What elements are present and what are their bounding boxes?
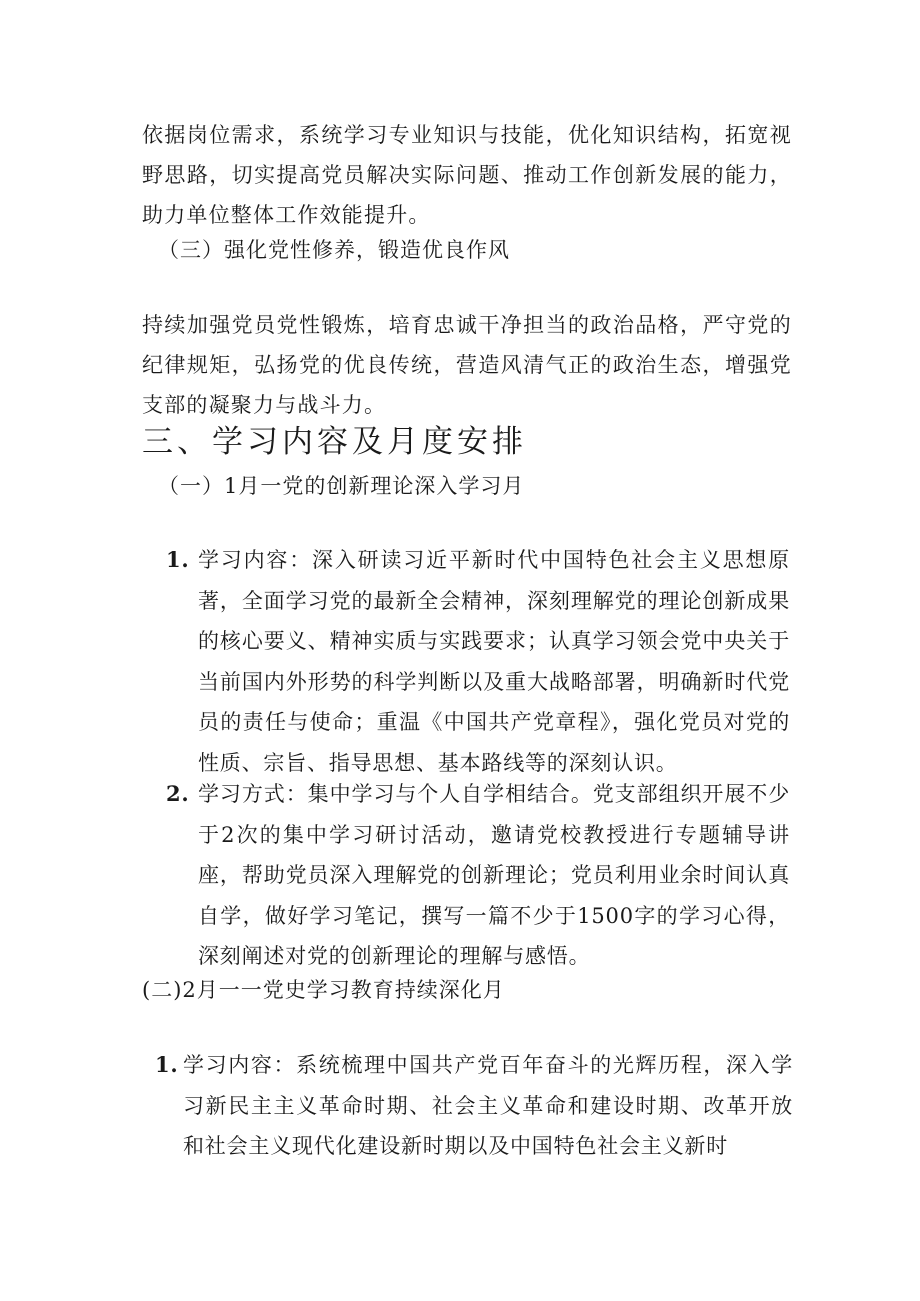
list-item [166,540,790,783]
list-item-number: 1. [155,1052,179,1077]
list-item-text: 学习内容：深入研读习近平新时代中国特色社会主义思想原著，全面学习党的最新全会精神，深刻理解党的理论创新成果的核心要义、精神实质与实践要求；认真学习领会党中央关于当前国内外形势的科学判断以及重大战略部署，明确新时代党员的责任与使命；重温《中国共产党章程》，强化党员对党的性质、宗旨、指导思想、基本路线等的深刻认识。 [198,548,790,775]
section-heading: 三、学习内容及月度安排 [142,424,527,460]
list-item-number: 2. [166,781,190,806]
list-item-text: 学习方式：集中学习与个人自学相结合。党支部组织开展不少于2次的集中学习研讨活动，邀请党校教授进行专题辅导讲座，帮助党员深入理解党的创新理论；党员利用业余时间认真自学，做好学习笔记，撰写一篇不少于1500字的学习心得，深刻阐述对党的创新理论的理解与感悟。 [198,782,790,968]
paragraph-capability: 依据岗位需求，系统学习专业知识与技能，优化知识结构，拓宽视野思路，切实提高党员解决实际问题、推动工作创新发展的能力，助力单位整体工作效能提升。 [142,123,792,227]
subsection-title-february: (二)2月一一党史学习教育持续深化月 [142,978,505,1002]
list-item-number: 1. [166,547,190,572]
subsection-title-3: （三）强化党性修养，锻造优良作风 [158,238,510,262]
list-item-text: 学习内容：系统梳理中国共产党百年奋斗的光辉历程，深入学习新民主主义革命时期、社会主义革命和建设时期、改革开放和社会主义现代化建设新时期以及中国特色社会主义新时 [183,1053,793,1158]
subsection-title-january: （一）1月一党的创新理论深入学习月 [158,474,525,498]
list-item [155,1045,793,1167]
list-item [166,774,790,977]
paragraph-party-spirit: 持续加强党员党性锻炼，培育忠诚干净担当的政治品格，严守党的纪律规矩，弘扬党的优良传统，营造风清气正的政治生态，增强党支部的凝聚力与战斗力。 [142,313,792,417]
